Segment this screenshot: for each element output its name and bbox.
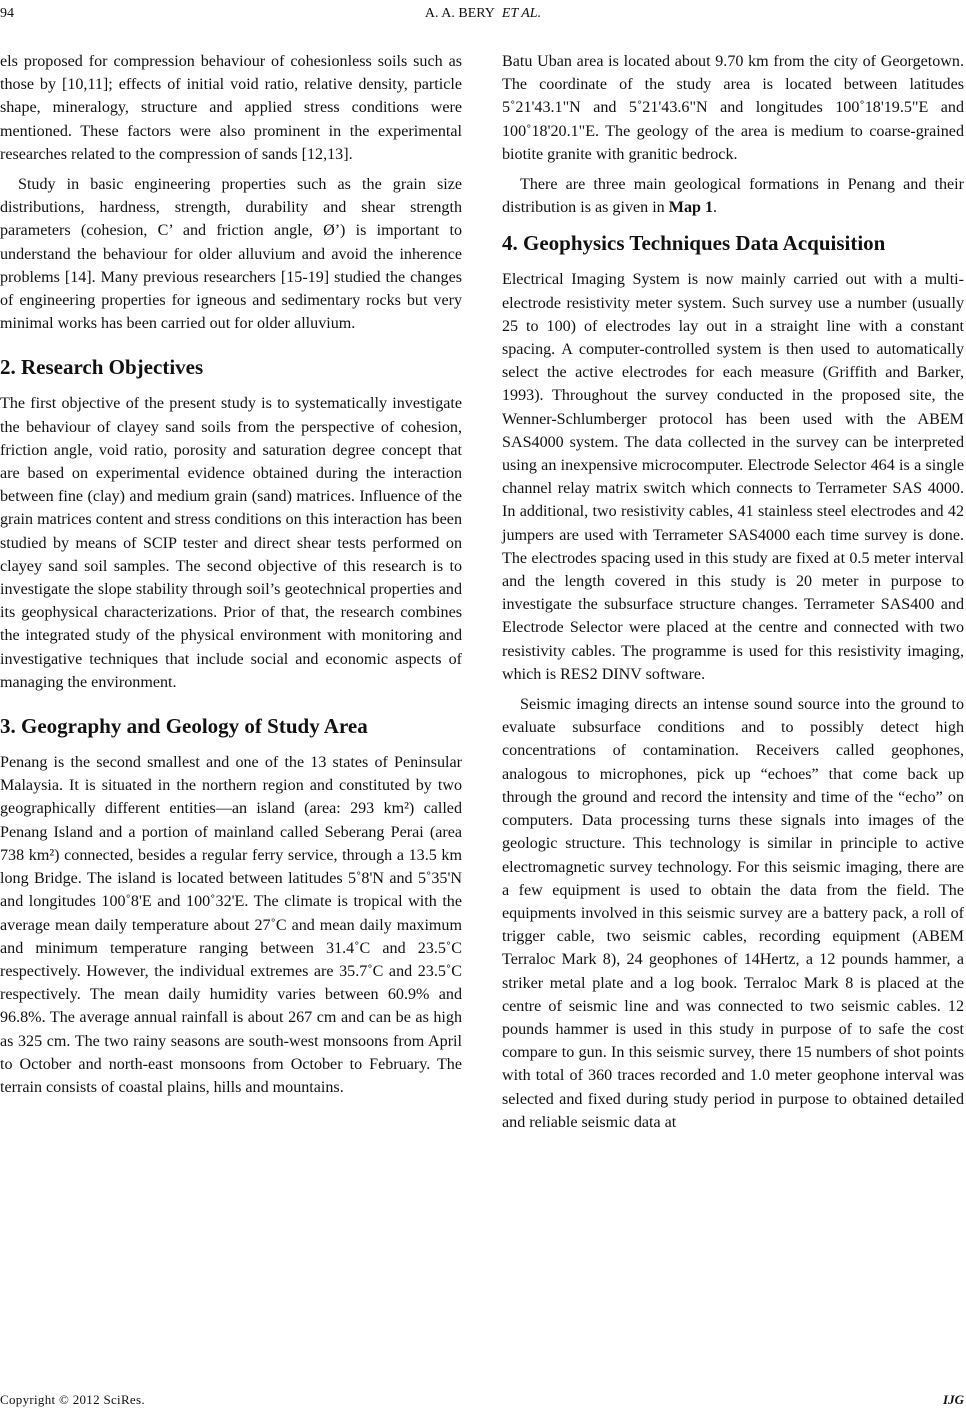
body-columns bbox=[0, 50, 966, 1380]
paragraph-seismic-imaging: Seismic imaging directs an intense sound source into the ground to evaluate subsurface conditions and to possibly detect high concentrations of contamination. Receivers called geophones, analogous to microphones, pick up “echoes” that come back up through the ground and record the intensity and time of the “echo” on computers. Data processing turns these signals into images of the geologic structure. This technology is similar in principle to active electromagnetic survey technology. For this seismic imaging, there are a few equipment is used to obtain the data from the field. The equipments involved in this seismic survey are a battery pack, a roll of trigger cable, two seismic cables, recording equipment (ABEM Terraloc Mark 8), 24 geophones of 14Hertz, a 12 pounds hammer, a striker metal plate and a log book. Terraloc Mark 8 is placed at the centre of seismic line and was connected to two seismic cables. 12 pounds hammer is used in this study in purpose of to safe the cost compare to gun. In this seismic survey, there 15 numbers of shot points with total of 360 traces recorded and 1.0 meter geophone interval was selected and fixed during study period in purpose to obtained detailed and reliable seismic data at bbox=[502, 696, 964, 1131]
paragraph-penang: Penang is the second smallest and one of the 13 states of Peninsular Malaysia. It is situated in the northern region and constituted by two geographically different entities—an island (area: 293 km²) called Penang Island and a portion of mainland called Seberang Perai (area 738 km²) connected, besides a regular ferry service, through a 13.5 km long Bridge. The island is located between latitudes 5˚8'N and 5˚35'N and longitudes 100˚8'E and 100˚32'E. The climate is tropical with the average mean daily temperature about 27˚C and mean daily maximum and minimum temperature ranging between 31.4˚C and 23.5˚C respectively. However, the individual extremes are 35.7˚C and 23.5˚C respectively. The mean daily humidity varies between 60.9% and 96.8%. The average annual rainfall is about 267 cm and can be as high as 325 cm. The two rainy seasons are south-west monsoons from April to October and north-east monsoons from October to February. The terrain consists of coastal plains, hills and mountains. bbox=[0, 754, 462, 1096]
header-authors: A. A. BERY bbox=[424, 6, 495, 21]
running-header bbox=[0, 6, 966, 28]
paragraph-electrical-imaging: Electrical Imaging System is now mainly carried out with a multi-electrode resistivity meter system. Such survey use a number (usually 25 to 100) of electrodes lay out in a straight line with a constant spacing. A computer-controlled system is then used to automatically select the active electrodes for each measure (Griffith and Barker, 1993). Throughout the survey conducted in the proposed site, the Wenner-Schlumberger protocol has been used with the ABEM SAS4000 system. The data collected in the survey can be interpreted using an inexpensive microcomputer. Electrode Selector 464 is a single channel relay matrix switch which connects to Terrameter SAS 4000. In additional, two resistivity cables, 41 stainless steel electrodes and 42 jumpers are used with Terrameter SAS4000 each time survey is done. The electrodes spacing used in this study are fixed at 0.5 meter interval and the length covered in this study is 20 meter in purpose to investigate the subsurface structure changes. Terrameter SAS400 and Electrode Selector were placed at the centre and connected with two resistivity cables. The programme is used for this resistivity imaging, which is RES2 DINV software. bbox=[502, 271, 964, 683]
paragraph-batu-uban: Batu Uban area is located about 9.70 km from the city of Georgetown. The coordinate of the study area is located between latitudes 5˚21'43.1"N and 5˚21'43.6"N and longitudes 100˚18'19.5"E and 100˚18'20.1"E. The geology of the area is medium to coarse-grained biotite granite with granitic bedrock. bbox=[502, 53, 964, 163]
heading-geography-geology: 3. Geography and Geology of Study Area bbox=[0, 714, 368, 739]
paragraph-geological-formations: There are three main geological formations in Penang and their distribution is as given in Map 1. bbox=[502, 176, 964, 217]
page-number: 94 bbox=[0, 6, 14, 21]
paragraph-objectives: The first objective of the present study is to systematically investigate the behaviour of clayey sand soils from the perspective of cohesion, friction angle, void ratio, porosity and saturation degree concept that are based on experimental evidence obtained during the interaction between fine (clay) and medium grain (sand) matrices. Influence of the grain matrices content and stress conditions on this interaction has been studied by means of SCIP tester and direct shear tests performed on clayey sand soil samples. The second objective of this research is to investigate the slope stability through soil’s geotechnical properties and its geophysical characterizations. Prior of that, the research combines the integrated study of the physical environment with monitoring and investigative techniques that include social and economic aspects of managing the environment. bbox=[0, 395, 462, 691]
journal-abbreviation: IJG bbox=[943, 1392, 964, 1407]
map-reference: Map 1 bbox=[668, 199, 714, 217]
page-footer bbox=[0, 1392, 966, 1412]
header-etal: ET AL. bbox=[501, 6, 542, 21]
heading-research-objectives: 2. Research Objectives bbox=[0, 355, 204, 380]
paragraph-intro-continued: els proposed for compression behaviour of cohesionless soils such as those by [10,11]; effects of initial void ratio, relative density, particle shape, mineralogy, structure and applied stress conditions were mentioned. These factors were also prominent in the experimental researches related to the compression of sands [12,13]. bbox=[0, 53, 462, 163]
heading-geophysics-techniques: 4. Geophysics Techniques Data Acquisition bbox=[502, 231, 886, 256]
running-title bbox=[0, 6, 966, 22]
left-column bbox=[0, 50, 462, 1106]
copyright-notice: Copyright © 2012 SciRes. bbox=[0, 1392, 145, 1407]
right-column bbox=[502, 50, 964, 1141]
paragraph-engineering-properties: Study in basic engineering properties such as the grain size distributions, hardness, strength, durability and shear strength parameters (cohesion, C’ and friction angle, Ø’) is important to understand the behaviour for older alluvium and avoid the inherence problems [14]. Many previous researchers [15-19] studied the changes of engineering properties for igneous and sedimentary rocks but very minimal works has been carried out for older alluvium. bbox=[0, 176, 462, 333]
